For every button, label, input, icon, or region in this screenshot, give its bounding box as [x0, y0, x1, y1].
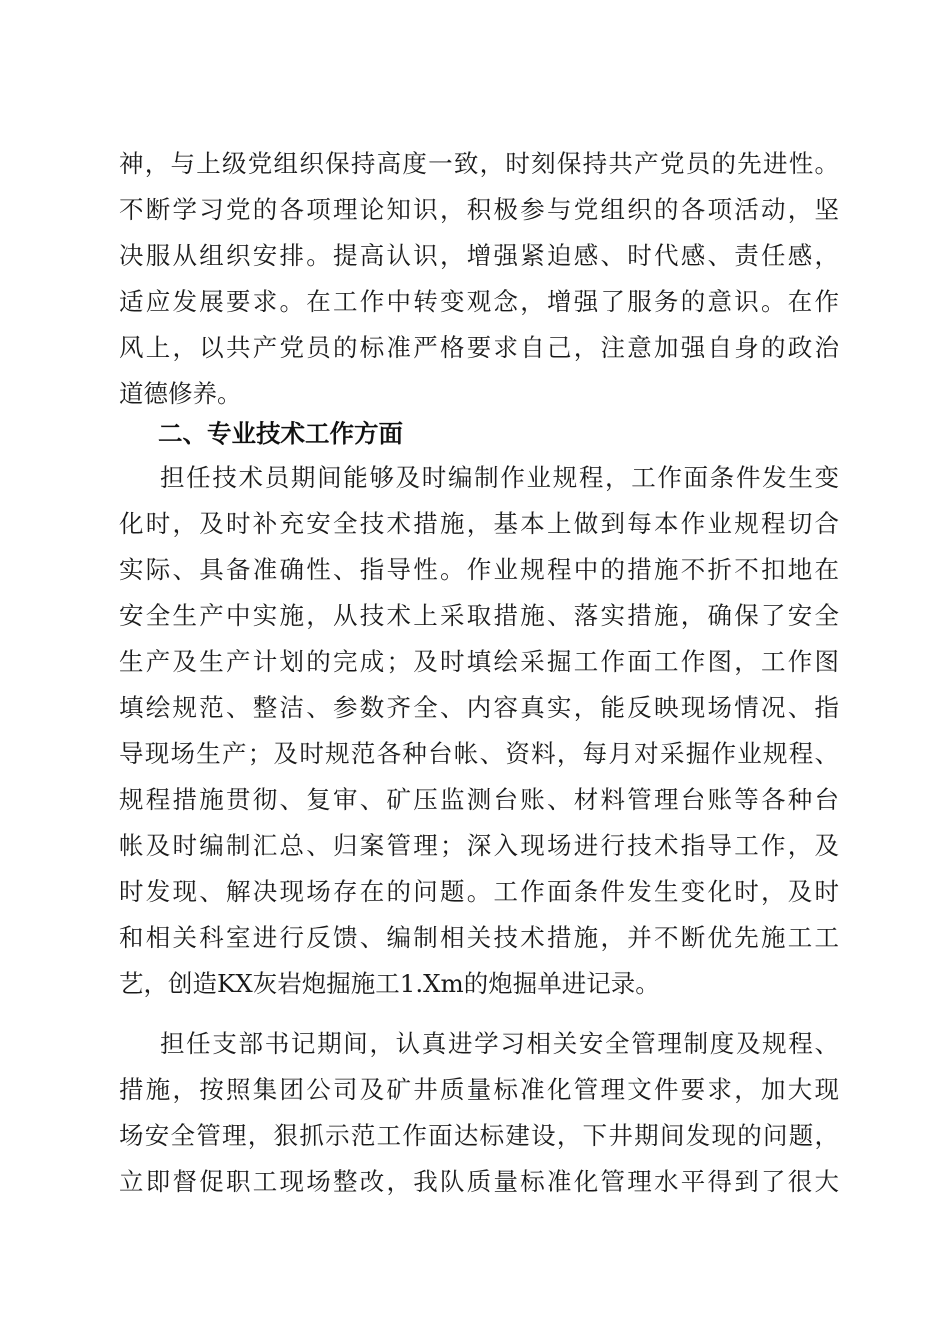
paragraph-1-line-4: 适应发展要求。在工作中转变观念，增强了服务的意识。在作 — [119, 287, 839, 316]
paragraph-2-line-11: 和相关科室进行反馈、编制相关技术措施，并不断优先施工工 — [119, 923, 839, 952]
paragraph-3-line-1: 担任支部书记期间，认真进学习相关安全管理制度及规程、 — [160, 1029, 839, 1058]
paragraph-1-line-5: 风上，以共产党员的标准严格要求自己，注意加强自身的政治 — [119, 333, 839, 362]
paragraph-2-line-6: 填绘规范、整洁、参数齐全、内容真实，能反映现场情况、指 — [119, 693, 839, 722]
paragraph-3-line-4: 立即督促职工现场整改，我队质量标准化管理水平得到了很大 — [119, 1167, 839, 1196]
paragraph-3-line-3: 场安全管理，狠抓示范工作面达标建设，下井期间发现的问题， — [119, 1121, 839, 1150]
paragraph-3-line-2: 措施，按照集团公司及矿井质量标准化管理文件要求，加大现 — [119, 1075, 839, 1104]
paragraph-2-line-1: 担任技术员期间能够及时编制作业规程，工作面条件发生变 — [160, 463, 839, 492]
paragraph-1-line-6: 道德修养。 — [119, 379, 242, 408]
paragraph-2-line-5: 生产及生产计划的完成；及时填绘采掘工作面工作图，工作图 — [119, 647, 839, 676]
paragraph-2-line-7: 导现场生产；及时规范各种台帐、资料，每月对采掘作业规程、 — [119, 739, 839, 768]
section-heading: 二、专业技术工作方面 — [158, 419, 403, 448]
paragraph-2-line-2: 化时，及时补充安全技术措施，基本上做到每本作业规程切合 — [119, 509, 839, 538]
paragraph-1-line-2: 不断学习党的各项理论知识，积极参与党组织的各项活动，坚 — [119, 195, 839, 224]
paragraph-2-line-4: 安全生产中实施，从技术上采取措施、落实措施，确保了安全 — [119, 601, 839, 630]
paragraph-1-line-3: 决服从组织安排。提高认识，增强紧迫感、时代感、责任感， — [119, 241, 839, 270]
paragraph-2-line-9: 帐及时编制汇总、归案管理；深入现场进行技术指导工作，及 — [119, 831, 839, 860]
paragraph-2-line-3: 实际、具备准确性、指导性。作业规程中的措施不折不扣地在 — [119, 555, 839, 584]
paragraph-2-line-10: 时发现、解决现场存在的问题。工作面条件发生变化时，及时 — [119, 877, 839, 906]
paragraph-2-line-12: 艺，创造KX灰岩炮掘施工1.Xm的炮掘单进记录。 — [119, 969, 660, 998]
paragraph-2-line-8: 规程措施贯彻、复审、矿压监测台账、材料管理台账等各种台 — [119, 785, 839, 814]
paragraph-1-line-1: 神，与上级党组织保持高度一致，时刻保持共产党员的先进性。 — [119, 149, 839, 178]
